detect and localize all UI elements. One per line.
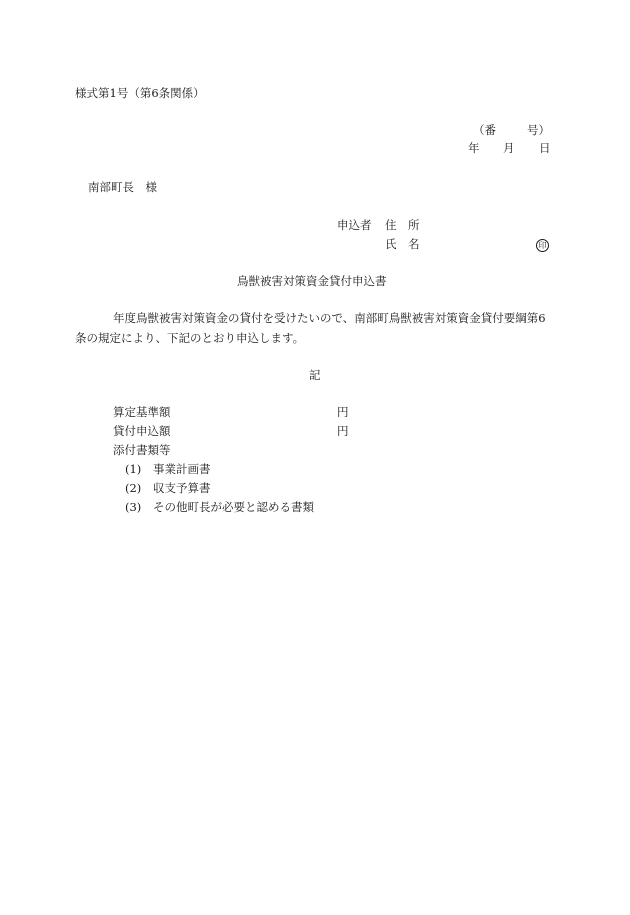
- attachment-number: (3): [125, 500, 142, 514]
- base-amount-label: 算定基準額: [113, 405, 171, 419]
- body-paragraph: 年度鳥獣被害対策資金の貸付を受けたいので、南部町鳥獣被害対策資金貸付要綱第6条の規定により、下記のとおり申込します。: [75, 311, 546, 345]
- attachment-text: 事業計画書: [153, 462, 211, 476]
- day-label: 日: [539, 141, 551, 155]
- ki-label: 記: [309, 368, 321, 382]
- seal-text: 印: [536, 239, 549, 252]
- month-label: 月: [503, 141, 515, 155]
- attachments-label: 添付書類等: [113, 443, 171, 457]
- attachment-text: その他町長が必要と認める書類: [153, 500, 314, 514]
- attachment-number: (1): [125, 462, 142, 476]
- seal-mark: [536, 237, 549, 252]
- number-close: 号）: [527, 123, 550, 137]
- loan-amount-yen: 円: [337, 424, 349, 438]
- document-title: 鳥獣被害対策資金貸付申込書: [237, 274, 387, 288]
- name-label: 氏 名: [385, 237, 420, 251]
- form-number: 様式第1号（第6条関係）: [75, 86, 205, 100]
- address-label: 住 所: [385, 218, 420, 232]
- attachment-number: (2): [125, 481, 142, 495]
- loan-amount-label: 貸付申込額: [113, 424, 171, 438]
- base-amount-yen: 円: [337, 405, 349, 419]
- attachment-text: 収支予算書: [153, 481, 211, 495]
- applicant-label: 申込者: [337, 218, 372, 232]
- year-label: 年: [468, 141, 480, 155]
- number-open: （番: [473, 123, 496, 137]
- addressee: 南部町長 様: [88, 180, 157, 194]
